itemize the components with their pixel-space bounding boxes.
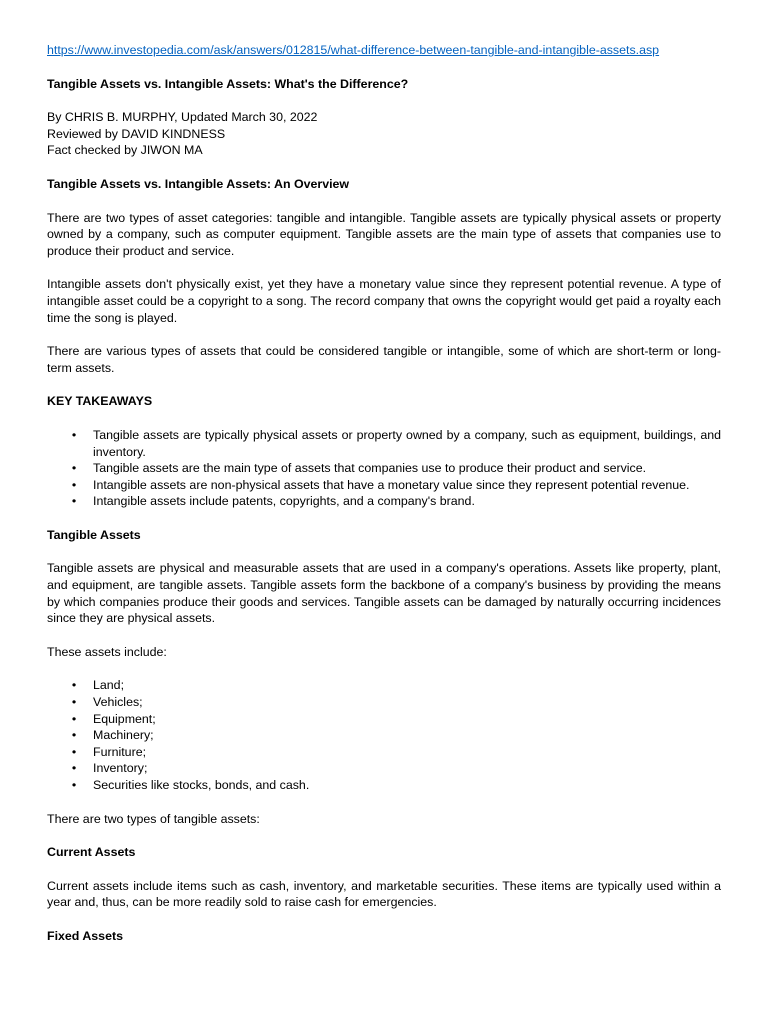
list-item	[47, 760, 721, 777]
bullet-icon: •	[71, 678, 77, 693]
list-item-text: Land;	[93, 678, 125, 693]
list-item	[47, 493, 721, 510]
overview-heading: Tangible Assets vs. Intangible Assets: An Overview	[47, 176, 350, 191]
source-url-link[interactable]: https://www.investopedia.com/ask/answers/012815/what-difference-between-tangible-and-intangible-assets.asp	[47, 43, 660, 57]
assets-include-text: These assets include:	[47, 644, 167, 659]
list-item-text: Inventory;	[93, 761, 148, 776]
current-assets-heading: Current Assets	[47, 845, 136, 860]
list-item	[47, 727, 721, 744]
reviewer-line: Reviewed by DAVID KINDNESS	[47, 126, 226, 141]
tangible-assets-heading: Tangible Assets	[47, 527, 141, 542]
document-title: Tangible Assets vs. Intangible Assets: What's the Difference?	[47, 76, 409, 91]
list-item-text: Tangible assets are typically physical assets or property owned by a company, such as equipment, buildings, and inventory.	[93, 427, 721, 459]
list-item	[47, 694, 721, 711]
author-line: By CHRIS B. MURPHY, Updated March 30, 2022	[47, 110, 318, 125]
bullet-icon: •	[71, 744, 77, 759]
overview-paragraph: Intangible assets don't physically exist, yet they have a monetary value since they represent potential revenue. A type of intangible asset could be a copyright to a song. The record company that owns the copyright would get paid a royalty each time the song is played.	[47, 277, 721, 325]
overview-paragraph: There are various types of assets that could be considered tangible or intangible, some of which are short-term or long-term assets.	[47, 344, 721, 375]
bullet-icon: •	[71, 427, 77, 442]
bullet-icon: •	[71, 728, 77, 743]
fixed-assets-heading: Fixed Assets	[47, 928, 123, 943]
bullet-icon: •	[71, 477, 77, 492]
list-item	[47, 427, 721, 460]
document-page	[47, 42, 721, 945]
list-item	[47, 711, 721, 728]
list-item-text: Equipment;	[93, 711, 156, 726]
bullet-icon: •	[71, 461, 77, 476]
key-takeaways-list	[47, 427, 721, 510]
list-item-text: Securities like stocks, bonds, and cash.	[93, 778, 310, 792]
list-item-text: Intangible assets are non-physical assets that have a monetary value since they represent potential revenue.	[93, 477, 690, 492]
bullet-icon: •	[71, 494, 77, 509]
key-takeaways-heading: KEY TAKEAWAYS	[47, 394, 153, 409]
bullet-icon: •	[71, 778, 77, 792]
list-item-text: Furniture;	[93, 744, 147, 759]
bullet-icon: •	[71, 711, 77, 726]
list-item-text: Vehicles;	[93, 695, 143, 710]
list-item	[47, 460, 721, 477]
byline-block	[47, 109, 721, 159]
current-assets-paragraph: Current assets include items such as cash, inventory, and marketable securities. These items are typically used within a year and, thus, can be more readily sold to raise cash for emergencies.	[47, 878, 721, 910]
list-item	[47, 477, 721, 494]
fact-checker-line: Fact checked by JIWON MA	[47, 143, 203, 158]
bullet-icon: •	[71, 761, 77, 776]
bullet-icon: •	[71, 695, 77, 710]
tangible-assets-paragraph: Tangible assets are physical and measurable assets that are used in a company's operations. Assets like property, plant, and equipment, are tangible assets. Tangible assets form the backbone of a company's business by providing the means by which companies produce their goods and services. Tangible assets can be damaged by naturally occurring incidences since they are physical assets.	[47, 561, 721, 626]
list-item	[47, 744, 721, 761]
list-item-text: Intangible assets include patents, copyrights, and a company's brand.	[93, 494, 475, 509]
list-item	[47, 777, 721, 794]
two-types-text: There are two types of tangible assets:	[47, 811, 260, 826]
asset-types-list	[47, 677, 721, 793]
list-item	[47, 677, 721, 694]
list-item-text: Tangible assets are the main type of assets that companies use to produce their product and service.	[93, 461, 647, 476]
overview-paragraph: There are two types of asset categories: tangible and intangible. Tangible assets are typically physical assets or property owned by a company, such as computer equipment. Tangible assets are the main type of assets that companies use to produce their product and service.	[47, 210, 721, 258]
list-item-text: Machinery;	[93, 728, 154, 743]
